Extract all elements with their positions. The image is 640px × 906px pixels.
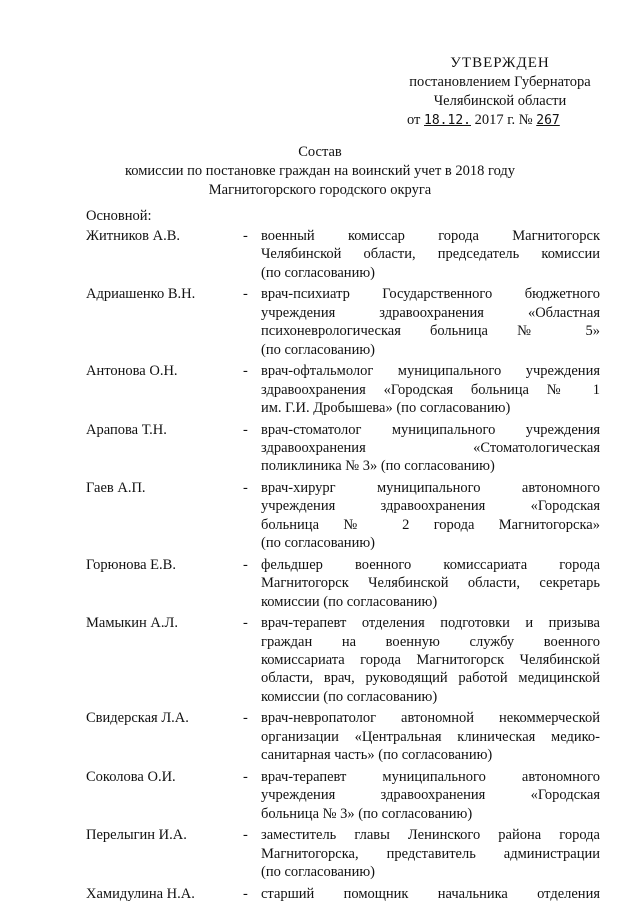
member-role [261, 614, 600, 706]
member-role [261, 885, 600, 903]
approval-line-2: Челябинской области [433, 93, 567, 109]
member-role-line: врач-офтальмолог муниципального учреждения [261, 363, 600, 380]
member-role [261, 479, 600, 553]
member-role-line: врач-терапевт муниципального автономного [261, 768, 600, 785]
member-role-line: граждан на военную службу военного [261, 633, 600, 650]
member-row [86, 885, 600, 903]
member-role-line: врач-невропатолог автономной некоммерческой [261, 710, 600, 727]
member-name: Антонова О.Н. [86, 363, 178, 380]
member-row [86, 709, 600, 764]
member-role-line: (по согласованию) [261, 535, 375, 552]
member-role-line: врач-хирург муниципального автономного [261, 480, 600, 497]
member-role-line: старший помощник начальника отделения [261, 885, 600, 902]
member-role [261, 227, 600, 282]
member-role-line: врач-стоматолог муниципального учреждения [261, 421, 600, 438]
approval-date: 18.12. [424, 113, 471, 128]
member-role-line: учреждения здравоохранения «Областная [261, 304, 600, 321]
member-role-line: Магнитогорск Челябинской области, секретарь [261, 575, 600, 592]
member-role-line: здравоохранения «Городская больница № 1 [261, 381, 600, 398]
member-role-line: организации «Центральная клиническая медико- [261, 728, 600, 745]
document-title [0, 143, 640, 200]
member-role-line: фельдшер военного комиссариата города [261, 556, 600, 573]
title-line-3: Магнитогорского городского округа [208, 182, 432, 198]
member-role [261, 421, 600, 476]
member-row [86, 227, 600, 282]
member-dash: - [243, 885, 248, 902]
member-role-line: комиссии (по согласованию) [261, 688, 438, 705]
member-role-line: учреждения здравоохранения «Городская [261, 787, 600, 804]
member-dash: - [243, 827, 248, 844]
approval-number: 267 [536, 113, 560, 128]
member-role-line: Челябинской области, председатель комиссии [261, 246, 600, 263]
member-name: Житников А.В. [86, 228, 181, 244]
member-role-line: комиссии (по согласованию) [261, 593, 438, 610]
member-role-line: здравоохранения «Стоматологическая [261, 440, 600, 457]
member-role-line: санитарная часть» (по согласованию) [261, 747, 493, 764]
member-role-line: учреждения здравоохранения «Городская [261, 498, 600, 515]
member-role [261, 768, 600, 823]
member-role [261, 362, 600, 417]
member-name: Свидерская Л.А. [86, 710, 189, 727]
approval-line-1: постановлением Губернатора [409, 74, 591, 90]
member-dash: - [243, 480, 248, 497]
member-dash: - [243, 615, 248, 632]
member-role [261, 556, 600, 611]
member-role [261, 709, 600, 764]
approval-year: 2017 г. № [474, 112, 533, 128]
member-row [86, 614, 600, 706]
member-role-line: больница № 3» (по согласованию) [261, 805, 473, 822]
member-role-line: заместитель главы Ленинского района города [261, 827, 600, 844]
date-prefix: от [407, 112, 421, 128]
member-row [86, 421, 600, 476]
title-line-2: комиссии по постановке граждан на воинский учет в 2018 году [124, 163, 516, 179]
member-name: Перелыгин И.А. [86, 827, 187, 844]
member-dash: - [243, 768, 248, 785]
approval-heading: УТВЕРЖДЕН [450, 55, 550, 71]
member-dash: - [243, 286, 248, 303]
member-role [261, 285, 600, 359]
section-label: Основной: [86, 208, 152, 224]
member-role-line: врач-терапевт отделения подготовки и призыва [261, 615, 600, 632]
member-role-line: врач-психиатр Государственного бюджетного [261, 286, 600, 303]
member-name: Гаев А.П. [86, 480, 146, 497]
member-role-line: (по согласованию) [261, 341, 375, 358]
member-role-line: (по согласованию) [261, 864, 375, 881]
member-role-line: им. Г.И. Дробышева» (по согласованию) [261, 400, 511, 417]
member-dash: - [243, 363, 248, 380]
member-row [86, 768, 600, 823]
member-name: Арапова Т.Н. [86, 421, 167, 438]
member-dash: - [243, 710, 248, 727]
member-row [86, 556, 600, 611]
approval-date-line [395, 111, 605, 130]
member-row [86, 826, 600, 881]
member-role-line: (по согласованию) [261, 264, 375, 281]
members-list [86, 227, 600, 906]
member-name: Мамыкин А.Л. [86, 615, 178, 632]
member-row [86, 285, 600, 359]
member-role-line: Магнитогорска, представитель администрации [261, 845, 600, 862]
member-row [86, 479, 600, 553]
member-dash: - [243, 556, 248, 573]
member-name: Хамидулина Н.А. [86, 885, 195, 902]
member-dash: - [243, 421, 248, 438]
member-dash: - [243, 228, 248, 244]
member-role-line: военный комиссар города Магнитогорск [261, 228, 600, 244]
member-name: Горюнова Е.В. [86, 556, 176, 573]
title-line-1: Состав [298, 144, 342, 160]
member-name: Адриашенко В.Н. [86, 286, 196, 303]
member-role-line: поликлиника № 3» (по согласованию) [261, 458, 495, 475]
member-role-line: области, врач, руководящий работой медицинской [261, 670, 600, 687]
member-name: Соколова О.И. [86, 768, 176, 785]
member-role-line: больница № 2 города Магнитогорска» [261, 516, 600, 533]
approval-block [395, 54, 605, 130]
member-role [261, 826, 600, 881]
member-row [86, 362, 600, 417]
member-role-line: психоневрологическая больница № 5» [261, 323, 600, 340]
member-role-line: комиссариата города Магнитогорск Челябинской [261, 652, 600, 669]
